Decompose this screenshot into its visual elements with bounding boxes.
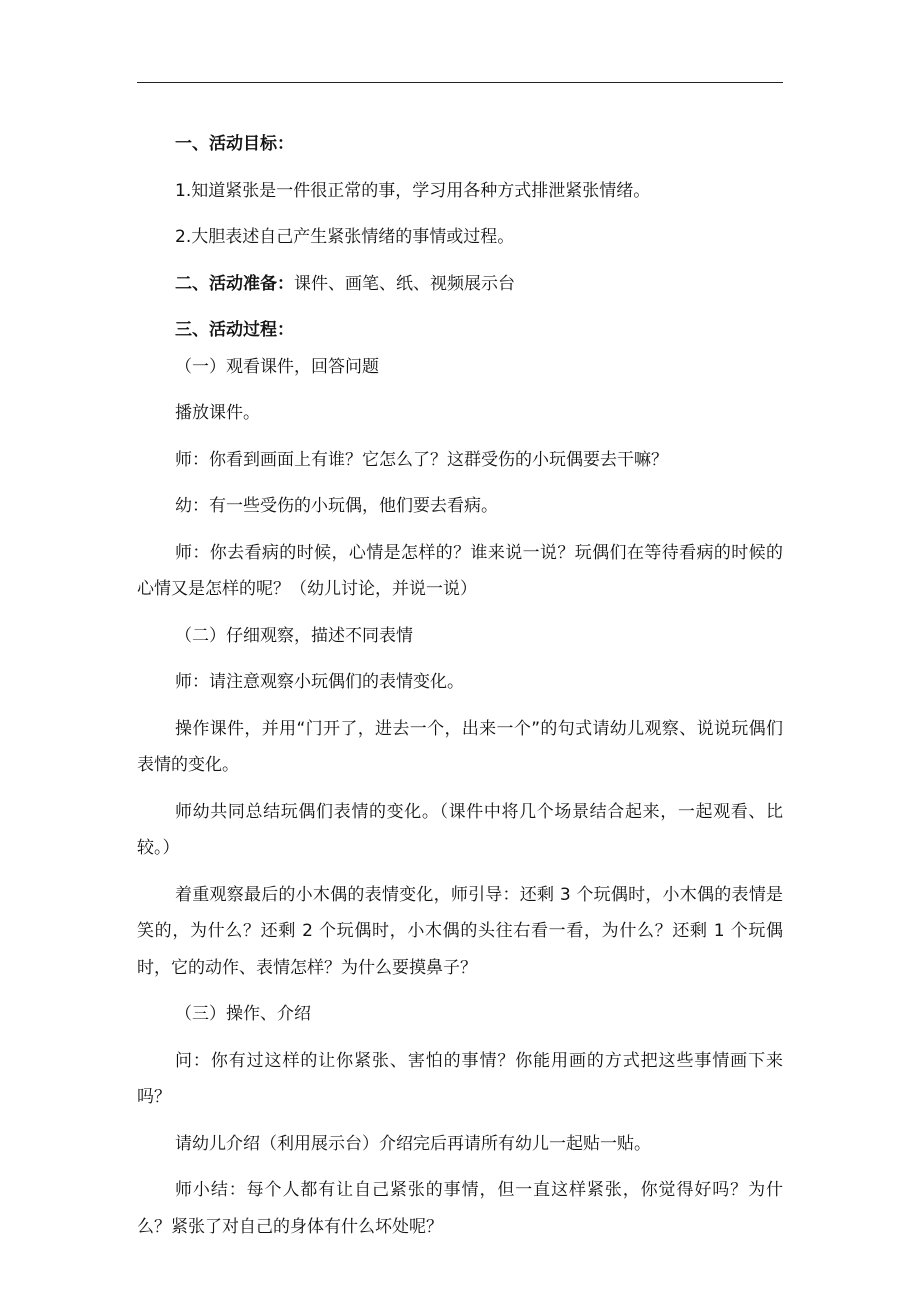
step2-paragraph: 师：请注意观察小玩偶们的表情变化。 <box>175 672 464 692</box>
header-rule <box>137 82 783 83</box>
step2-paragraph: 着重观察最后的小木偶的表情变化，师引导：还剩 3 个玩偶时，小木偶的表情是笑的，为什么？还剩 2 个玩偶时，小木偶的头往右看一看，为什么？还剩 1 个玩偶时，它的动作、表情怎样？为什么要摸鼻子？ <box>137 884 783 978</box>
goal-1: 1.知道紧张是一件很正常的事，学习用各种方式排泄紧张情绪。 <box>175 180 651 201</box>
step2-paragraph: 操作课件，并用“门开了，进去一个，出来一个”的句式请幼儿观察、说说玩偶们表情的变化。 <box>137 718 783 775</box>
step3-paragraph: 问：你有过这样的让你紧张、害怕的事情？你能用画的方式把这些事情画下来吗？ <box>137 1050 783 1107</box>
step1-paragraph: 师：你看到画面上有谁？它怎么了？这群受伤的小玩偶要去干嘛？ <box>175 449 668 470</box>
step3-title: （三）操作、介绍 <box>175 1004 311 1024</box>
prep-heading: 二、活动准备： <box>175 273 294 294</box>
step3-paragraph: 请幼儿介绍（利用展示台）介绍完后再请所有幼儿一起贴一贴。 <box>175 1133 651 1154</box>
step1-paragraph: 幼：有一些受伤的小玩偶，他们要去看病。 <box>175 496 498 516</box>
goal-2: 2.大胆表述自己产生紧张情绪的事情或过程。 <box>175 227 515 247</box>
step3-paragraph: 师小结：每个人都有让自己紧张的事情，但一直这样紧张，你觉得好吗？为什么？紧张了对自己的身体有什么坏处呢？ <box>137 1180 783 1237</box>
prep-section <box>137 266 783 303</box>
step1-title: （一）观看课件，回答问题 <box>175 356 379 377</box>
step2-title: （二）仔细观察，描述不同表情 <box>175 625 413 646</box>
step2-paragraph: 师幼共同总结玩偶们表情的变化。（课件中将几个场景结合起来，一起观看、比较。） <box>137 801 783 858</box>
process-heading: 三、活动过程： <box>175 320 294 340</box>
goals-heading: 一、活动目标： <box>175 134 294 154</box>
step1-paragraph: 播放课件。 <box>175 403 260 423</box>
step1-paragraph: 师：你去看病的时候，心情是怎样的？谁来说一说？玩偶们在等待看病的时候的心情又是怎样的呢？（幼儿讨论，并说一说） <box>137 542 783 599</box>
document-body <box>137 126 783 1255</box>
prep-text: 课件、画笔、纸、视频展示台 <box>294 273 515 294</box>
